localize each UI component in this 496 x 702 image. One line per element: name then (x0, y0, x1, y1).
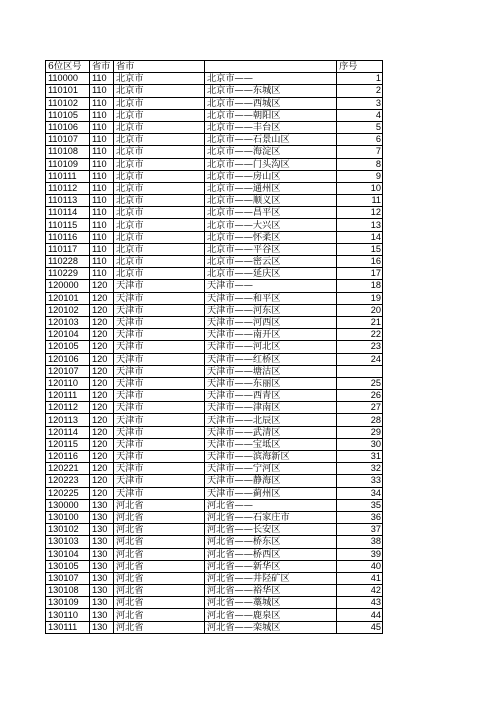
cell-province-code[interactable]: 130 (90, 548, 114, 560)
cell-sequence[interactable]: 16 (337, 256, 383, 268)
cell-province-name[interactable]: 河北省 (114, 572, 205, 584)
cell-sequence[interactable]: 9 (337, 170, 383, 182)
cell-sequence[interactable]: 40 (337, 560, 383, 572)
cell-region-code[interactable]: 120114 (46, 426, 90, 438)
cell-full-name[interactable]: 北京市——海淀区 (205, 146, 337, 158)
cell-province-name[interactable]: 天津市 (114, 414, 205, 426)
cell-sequence[interactable]: 41 (337, 572, 383, 584)
cell-province-code[interactable]: 120 (90, 475, 114, 487)
cell-sequence[interactable]: 10 (337, 182, 383, 194)
cell-province-name[interactable]: 北京市 (114, 268, 205, 280)
cell-full-name[interactable]: 河北省—— (205, 499, 337, 511)
cell-province-code[interactable]: 120 (90, 304, 114, 316)
table-row (46, 329, 383, 341)
cell-province-code[interactable]: 110 (90, 109, 114, 121)
table-row (46, 353, 383, 365)
table-row (46, 621, 383, 633)
cell-province-name[interactable]: 天津市 (114, 487, 205, 499)
table-row (46, 475, 383, 487)
header-full-name[interactable] (205, 61, 337, 73)
cell-province-name[interactable]: 河北省 (114, 548, 205, 560)
cell-full-name[interactable]: 北京市——门头沟区 (205, 158, 337, 170)
cell-full-name[interactable]: 河北省——鹿泉区 (205, 609, 337, 621)
cell-province-name[interactable]: 河北省 (114, 560, 205, 572)
cell-province-name[interactable]: 天津市 (114, 329, 205, 341)
cell-sequence[interactable]: 18 (337, 280, 383, 292)
table-row (46, 451, 383, 463)
table-row (46, 499, 383, 511)
cell-region-code[interactable]: 120000 (46, 280, 90, 292)
table-row (46, 182, 383, 194)
cell-province-name[interactable]: 北京市 (114, 243, 205, 255)
table-row (46, 536, 383, 548)
table-row (46, 341, 383, 353)
cell-sequence[interactable]: 29 (337, 426, 383, 438)
cell-region-code[interactable]: 110101 (46, 85, 90, 97)
cell-province-name[interactable]: 天津市 (114, 292, 205, 304)
cell-full-name[interactable]: 北京市——丰台区 (205, 121, 337, 133)
cell-full-name[interactable]: 河北省——新华区 (205, 560, 337, 572)
cell-region-code[interactable]: 110113 (46, 195, 90, 207)
cell-province-code[interactable]: 110 (90, 207, 114, 219)
cell-province-code[interactable]: 110 (90, 146, 114, 158)
cell-sequence[interactable]: 35 (337, 499, 383, 511)
cell-province-name[interactable]: 北京市 (114, 195, 205, 207)
cell-full-name[interactable]: 天津市——津南区 (205, 402, 337, 414)
cell-region-code[interactable]: 120115 (46, 438, 90, 450)
cell-province-code[interactable]: 110 (90, 85, 114, 97)
cell-region-code[interactable]: 110115 (46, 219, 90, 231)
cell-region-code[interactable]: 130109 (46, 597, 90, 609)
cell-province-code[interactable]: 110 (90, 231, 114, 243)
cell-sequence[interactable]: 12 (337, 207, 383, 219)
cell-full-name[interactable]: 北京市——大兴区 (205, 219, 337, 231)
cell-province-code[interactable]: 110 (90, 73, 114, 85)
cell-sequence[interactable]: 19 (337, 292, 383, 304)
cell-region-code[interactable]: 110117 (46, 243, 90, 255)
cell-sequence[interactable]: 36 (337, 511, 383, 523)
cell-province-name[interactable]: 北京市 (114, 182, 205, 194)
cell-province-name[interactable]: 天津市 (114, 341, 205, 353)
table-row (46, 548, 383, 560)
cell-province-name[interactable]: 河北省 (114, 597, 205, 609)
cell-province-name[interactable]: 天津市 (114, 353, 205, 365)
table-row (46, 195, 383, 207)
table-row (46, 304, 383, 316)
table-row (46, 268, 383, 280)
cell-region-code[interactable]: 120116 (46, 451, 90, 463)
cell-region-code[interactable]: 130110 (46, 609, 90, 621)
cell-province-code[interactable]: 120 (90, 377, 114, 389)
cell-region-code[interactable]: 120111 (46, 390, 90, 402)
cell-sequence[interactable]: 38 (337, 536, 383, 548)
cell-sequence[interactable]: 30 (337, 438, 383, 450)
cell-province-code[interactable]: 130 (90, 560, 114, 572)
cell-region-code[interactable]: 110111 (46, 170, 90, 182)
cell-sequence[interactable]: 1 (337, 73, 383, 85)
cell-region-code[interactable]: 130105 (46, 560, 90, 572)
cell-province-code[interactable]: 110 (90, 158, 114, 170)
table-row (46, 426, 383, 438)
cell-region-code[interactable]: 120107 (46, 365, 90, 377)
cell-province-code[interactable]: 120 (90, 390, 114, 402)
cell-province-name[interactable]: 河北省 (114, 585, 205, 597)
cell-sequence[interactable]: 7 (337, 146, 383, 158)
cell-sequence[interactable]: 23 (337, 341, 383, 353)
cell-province-code[interactable]: 120 (90, 280, 114, 292)
cell-full-name[interactable]: 河北省——裕华区 (205, 585, 337, 597)
cell-full-name[interactable]: 天津市——河东区 (205, 304, 337, 316)
cell-province-name[interactable]: 北京市 (114, 146, 205, 158)
cell-sequence[interactable]: 26 (337, 390, 383, 402)
cell-region-code[interactable]: 120104 (46, 329, 90, 341)
header-province-name[interactable]: 省市 (114, 61, 205, 73)
table-row (46, 524, 383, 536)
cell-province-name[interactable]: 天津市 (114, 451, 205, 463)
cell-region-code[interactable]: 110116 (46, 231, 90, 243)
cell-full-name[interactable]: 北京市——西城区 (205, 97, 337, 109)
cell-province-name[interactable]: 天津市 (114, 426, 205, 438)
table-row (46, 511, 383, 523)
cell-full-name[interactable]: 天津市——东丽区 (205, 377, 337, 389)
cell-full-name[interactable]: 北京市——通州区 (205, 182, 337, 194)
cell-region-code[interactable]: 130102 (46, 524, 90, 536)
cell-full-name[interactable]: 河北省——长安区 (205, 524, 337, 536)
cell-full-name[interactable]: 北京市——东城区 (205, 85, 337, 97)
cell-province-code[interactable]: 110 (90, 97, 114, 109)
cell-full-name[interactable]: 北京市——顺义区 (205, 195, 337, 207)
cell-sequence[interactable]: 6 (337, 134, 383, 146)
cell-sequence[interactable]: 15 (337, 243, 383, 255)
table-row (46, 158, 383, 170)
cell-full-name[interactable]: 北京市——房山区 (205, 170, 337, 182)
cell-province-code[interactable]: 130 (90, 524, 114, 536)
cell-province-code[interactable]: 120 (90, 353, 114, 365)
table-row (46, 219, 383, 231)
table-row (46, 146, 383, 158)
header-code[interactable]: 6位区号 (46, 61, 90, 73)
cell-province-name[interactable]: 北京市 (114, 109, 205, 121)
table-row (46, 572, 383, 584)
cell-province-name[interactable]: 天津市 (114, 365, 205, 377)
cell-full-name[interactable]: 天津市——滨海新区 (205, 451, 337, 463)
cell-sequence[interactable]: 5 (337, 121, 383, 133)
cell-province-name[interactable]: 北京市 (114, 121, 205, 133)
cell-full-name[interactable]: 河北省——桥西区 (205, 548, 337, 560)
cell-province-code[interactable]: 120 (90, 426, 114, 438)
cell-sequence[interactable]: 27 (337, 402, 383, 414)
cell-province-name[interactable]: 天津市 (114, 475, 205, 487)
cell-region-code[interactable]: 120105 (46, 341, 90, 353)
cell-sequence[interactable]: 25 (337, 377, 383, 389)
cell-full-name[interactable]: 北京市——朝阳区 (205, 109, 337, 121)
cell-region-code[interactable]: 120113 (46, 414, 90, 426)
cell-province-code[interactable]: 130 (90, 609, 114, 621)
cell-province-code[interactable]: 110 (90, 219, 114, 231)
cell-sequence[interactable]: 28 (337, 414, 383, 426)
cell-region-code[interactable]: 110114 (46, 207, 90, 219)
cell-region-code[interactable]: 110109 (46, 158, 90, 170)
cell-region-code[interactable]: 120112 (46, 402, 90, 414)
header-row (46, 61, 383, 73)
cell-full-name[interactable]: 河北省——桥东区 (205, 536, 337, 548)
cell-province-name[interactable]: 河北省 (114, 536, 205, 548)
cell-region-code[interactable]: 120106 (46, 353, 90, 365)
cell-province-name[interactable]: 河北省 (114, 524, 205, 536)
cell-province-name[interactable]: 北京市 (114, 134, 205, 146)
cell-province-code[interactable]: 120 (90, 487, 114, 499)
cell-region-code[interactable]: 110106 (46, 121, 90, 133)
cell-province-code[interactable]: 120 (90, 341, 114, 353)
cell-full-name[interactable]: 北京市——石景山区 (205, 134, 337, 146)
cell-full-name[interactable]: 河北省——石家庄市 (205, 511, 337, 523)
cell-region-code[interactable]: 120102 (46, 304, 90, 316)
cell-sequence[interactable]: 4 (337, 109, 383, 121)
cell-region-code[interactable]: 130104 (46, 548, 90, 560)
cell-province-code[interactable]: 120 (90, 316, 114, 328)
header-province-code[interactable]: 省市 (90, 61, 114, 73)
cell-full-name[interactable]: 北京市——平谷区 (205, 243, 337, 255)
cell-province-code[interactable]: 130 (90, 597, 114, 609)
table-row (46, 170, 383, 182)
cell-province-name[interactable]: 北京市 (114, 256, 205, 268)
table-row (46, 316, 383, 328)
cell-province-code[interactable]: 110 (90, 134, 114, 146)
table-row (46, 73, 383, 85)
cell-region-code[interactable]: 110108 (46, 146, 90, 158)
cell-full-name[interactable]: 天津市——静海区 (205, 475, 337, 487)
cell-full-name[interactable]: 天津市——塘沽区 (205, 365, 337, 377)
table-row (46, 121, 383, 133)
cell-province-name[interactable]: 天津市 (114, 390, 205, 402)
cell-region-code[interactable]: 120223 (46, 475, 90, 487)
cell-region-code[interactable]: 110102 (46, 97, 90, 109)
cell-province-name[interactable]: 河北省 (114, 621, 205, 633)
cell-sequence[interactable]: 22 (337, 329, 383, 341)
cell-sequence[interactable]: 45 (337, 621, 383, 633)
cell-province-name[interactable]: 北京市 (114, 170, 205, 182)
cell-province-code[interactable]: 130 (90, 585, 114, 597)
cell-full-name[interactable]: 天津市——河西区 (205, 316, 337, 328)
cell-sequence[interactable]: 13 (337, 219, 383, 231)
cell-province-code[interactable]: 120 (90, 451, 114, 463)
cell-full-name[interactable]: 天津市——北辰区 (205, 414, 337, 426)
cell-region-code[interactable]: 130108 (46, 585, 90, 597)
cell-sequence[interactable]: 2 (337, 85, 383, 97)
cell-region-code[interactable]: 130100 (46, 511, 90, 523)
cell-sequence[interactable]: 32 (337, 463, 383, 475)
table-row (46, 377, 383, 389)
cell-region-code[interactable]: 110105 (46, 109, 90, 121)
cell-full-name[interactable]: 天津市——南开区 (205, 329, 337, 341)
cell-province-code[interactable]: 110 (90, 121, 114, 133)
cell-sequence[interactable]: 21 (337, 316, 383, 328)
cell-sequence[interactable]: 34 (337, 487, 383, 499)
cell-province-code[interactable]: 120 (90, 329, 114, 341)
cell-full-name[interactable]: 北京市——怀柔区 (205, 231, 337, 243)
cell-province-code[interactable]: 120 (90, 292, 114, 304)
cell-province-name[interactable]: 北京市 (114, 97, 205, 109)
cell-region-code[interactable]: 110000 (46, 73, 90, 85)
cell-region-code[interactable]: 120221 (46, 463, 90, 475)
cell-full-name[interactable]: 河北省——藁城区 (205, 597, 337, 609)
cell-full-name[interactable]: 天津市——红桥区 (205, 353, 337, 365)
cell-province-code[interactable]: 130 (90, 499, 114, 511)
table-row (46, 585, 383, 597)
cell-province-code[interactable]: 110 (90, 268, 114, 280)
cell-sequence[interactable]: 11 (337, 195, 383, 207)
cell-region-code[interactable]: 110112 (46, 182, 90, 194)
cell-full-name[interactable]: 天津市——和平区 (205, 292, 337, 304)
table-row (46, 280, 383, 292)
cell-province-code[interactable]: 120 (90, 414, 114, 426)
table-body (46, 61, 383, 634)
cell-province-name[interactable]: 北京市 (114, 73, 205, 85)
table-row (46, 560, 383, 572)
cell-region-code[interactable]: 120103 (46, 316, 90, 328)
table-row (46, 390, 383, 402)
cell-province-name[interactable]: 天津市 (114, 280, 205, 292)
cell-sequence[interactable]: 14 (337, 231, 383, 243)
table-row (46, 85, 383, 97)
cell-sequence[interactable]: 17 (337, 268, 383, 280)
cell-province-code[interactable]: 110 (90, 182, 114, 194)
cell-province-name[interactable]: 河北省 (114, 499, 205, 511)
cell-sequence[interactable]: 39 (337, 548, 383, 560)
cell-sequence[interactable]: 33 (337, 475, 383, 487)
table-row (46, 231, 383, 243)
cell-province-code[interactable]: 130 (90, 621, 114, 633)
cell-province-name[interactable]: 天津市 (114, 304, 205, 316)
cell-full-name[interactable]: 北京市——昌平区 (205, 207, 337, 219)
cell-sequence[interactable]: 42 (337, 585, 383, 597)
table-row (46, 487, 383, 499)
cell-full-name[interactable]: 天津市——宝坻区 (205, 438, 337, 450)
cell-full-name[interactable]: 天津市——宁河区 (205, 463, 337, 475)
cell-region-code[interactable]: 120101 (46, 292, 90, 304)
table-row (46, 402, 383, 414)
table-row (46, 97, 383, 109)
cell-full-name[interactable]: 北京市—— (205, 73, 337, 85)
cell-sequence[interactable]: 44 (337, 609, 383, 621)
table-row (46, 243, 383, 255)
cell-province-code[interactable]: 120 (90, 402, 114, 414)
cell-full-name[interactable]: 河北省——栾城区 (205, 621, 337, 633)
cell-region-code[interactable]: 110228 (46, 256, 90, 268)
cell-province-code[interactable]: 130 (90, 536, 114, 548)
cell-province-code[interactable]: 110 (90, 170, 114, 182)
table-row (46, 134, 383, 146)
cell-full-name[interactable]: 天津市——蓟州区 (205, 487, 337, 499)
cell-province-name[interactable]: 天津市 (114, 463, 205, 475)
cell-sequence[interactable]: 8 (337, 158, 383, 170)
cell-province-name[interactable]: 北京市 (114, 219, 205, 231)
cell-province-name[interactable]: 北京市 (114, 231, 205, 243)
cell-region-code[interactable]: 130107 (46, 572, 90, 584)
table-row (46, 438, 383, 450)
cell-region-code[interactable]: 130111 (46, 621, 90, 633)
cell-region-code[interactable]: 110229 (46, 268, 90, 280)
cell-sequence[interactable]: 37 (337, 524, 383, 536)
cell-province-code[interactable]: 120 (90, 438, 114, 450)
cell-province-name[interactable]: 天津市 (114, 316, 205, 328)
cell-province-name[interactable]: 北京市 (114, 158, 205, 170)
cell-full-name[interactable]: 北京市——延庆区 (205, 268, 337, 280)
cell-province-name[interactable]: 北京市 (114, 85, 205, 97)
cell-region-code[interactable]: 120110 (46, 377, 90, 389)
cell-sequence[interactable]: 43 (337, 597, 383, 609)
cell-province-name[interactable]: 天津市 (114, 377, 205, 389)
cell-region-code[interactable]: 120225 (46, 487, 90, 499)
cell-sequence[interactable]: 31 (337, 451, 383, 463)
table-row (46, 109, 383, 121)
cell-province-code[interactable]: 130 (90, 572, 114, 584)
cell-full-name[interactable]: 河北省——井陉矿区 (205, 572, 337, 584)
cell-province-code[interactable]: 110 (90, 256, 114, 268)
cell-region-code[interactable]: 110107 (46, 134, 90, 146)
cell-province-code[interactable]: 110 (90, 195, 114, 207)
cell-province-name[interactable]: 河北省 (114, 511, 205, 523)
cell-province-name[interactable]: 天津市 (114, 402, 205, 414)
cell-full-name[interactable]: 天津市——西青区 (205, 390, 337, 402)
cell-region-code[interactable]: 130000 (46, 499, 90, 511)
cell-sequence[interactable]: 3 (337, 97, 383, 109)
region-code-table (45, 60, 383, 634)
cell-sequence[interactable]: 24 (337, 353, 383, 365)
cell-province-name[interactable]: 河北省 (114, 609, 205, 621)
cell-full-name[interactable]: 天津市——河北区 (205, 341, 337, 353)
cell-province-name[interactable]: 天津市 (114, 438, 205, 450)
table-row (46, 463, 383, 475)
cell-province-code[interactable]: 130 (90, 511, 114, 523)
cell-province-name[interactable]: 北京市 (114, 207, 205, 219)
cell-full-name[interactable]: 北京市——密云区 (205, 256, 337, 268)
header-sequence[interactable]: 序号 (337, 61, 383, 73)
table-row (46, 414, 383, 426)
cell-full-name[interactable]: 天津市—— (205, 280, 337, 292)
table-row (46, 256, 383, 268)
table-row (46, 292, 383, 304)
table-row (46, 365, 383, 377)
cell-sequence[interactable]: 20 (337, 304, 383, 316)
cell-province-code[interactable]: 110 (90, 243, 114, 255)
cell-province-code[interactable]: 120 (90, 463, 114, 475)
cell-province-code[interactable]: 120 (90, 365, 114, 377)
cell-sequence[interactable] (337, 365, 383, 377)
cell-region-code[interactable]: 130103 (46, 536, 90, 548)
table-row (46, 597, 383, 609)
table-row (46, 207, 383, 219)
cell-full-name[interactable]: 天津市——武清区 (205, 426, 337, 438)
table-row (46, 609, 383, 621)
